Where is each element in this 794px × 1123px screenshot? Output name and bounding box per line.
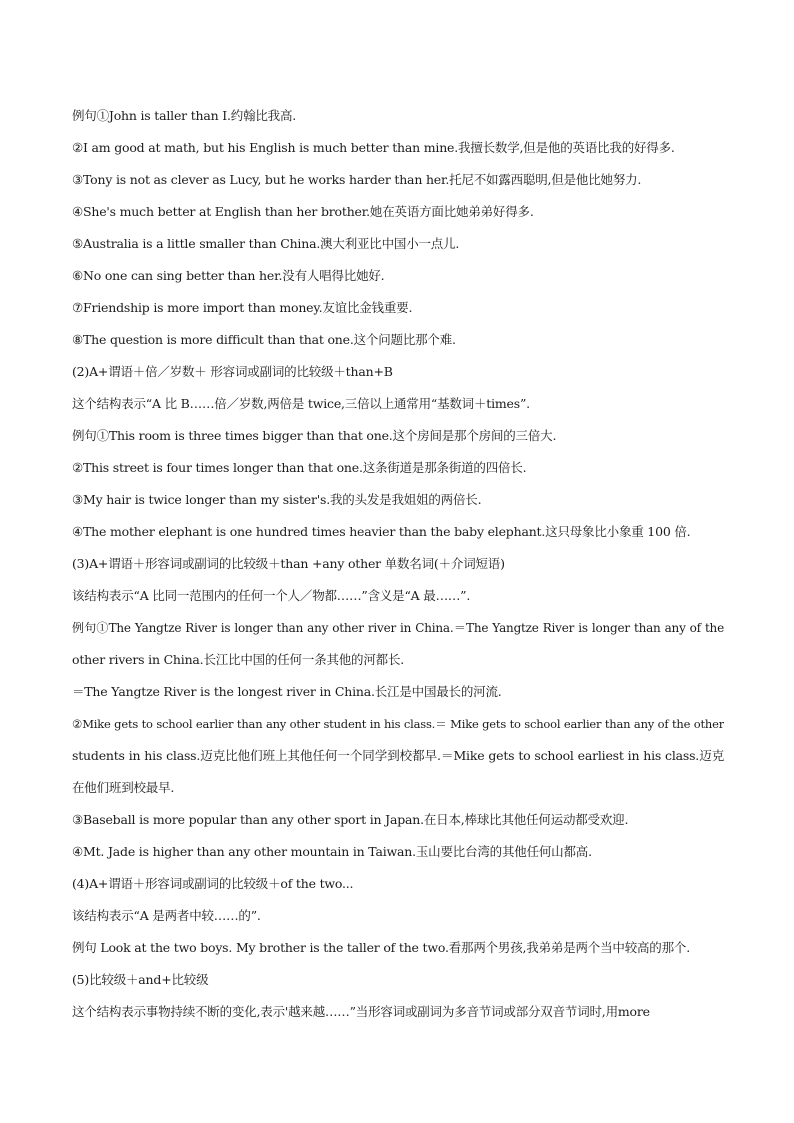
text-line: ③Baseball is more popular than any other sport in Japan.在日本,棒球比其他任何运动都受欢迎. — [72, 812, 629, 827]
document-body — [72, 100, 724, 1028]
text-line: ②This street is four times longer than that one.这条街道是那条街道的四倍长. — [72, 460, 527, 475]
text-line: ＝The Yangtze River is the longest river in China.长江是中国最长的河流. — [72, 684, 502, 699]
text-line: 例句①This room is three times bigger than that one.这个房间是那个房间的三倍大. — [72, 428, 557, 443]
text-line: 例句①The Yangtze River is longer than any other river in China.＝The Yangtze River is longer than any of the — [72, 621, 724, 635]
text-line: ③My hair is twice longer than my sister's.我的头发是我姐姐的两倍长. — [72, 492, 482, 507]
text-line: ④The mother elephant is one hundred times heavier than the baby elephant.这只母象比小象重 100 倍. — [72, 524, 691, 539]
text-line: ②I am good at math, but his English is much better than mine.我擅长数学,但是他的英语比我的好得多. — [72, 140, 675, 155]
text-line: 该结构表示“A 是两者中较……的”. — [72, 908, 261, 923]
section-heading: (4)A+谓语＋形容词或副词的比较级＋of the two... — [72, 876, 354, 891]
section-heading: (3)A+谓语＋形容词或副词的比较级＋than +any other 单数名词(＋介词短语) — [72, 556, 505, 571]
text-line: ④Mt. Jade is higher than any other mountain in Taiwan.玉山要比台湾的其他任何山都高. — [72, 844, 592, 859]
text-line: ⑧The question is more difficult than that one.这个问题比那个难. — [72, 332, 456, 347]
text-line: 例句①John is taller than I.约翰比我高. — [72, 108, 297, 123]
text-line: ②Mike gets to school earlier than any other student in his class.＝ Mike gets to school earlier than any of the other — [72, 717, 724, 731]
text-line: 该结构表示“A 比同一范围内的任何一个人／物都……”含义是“A 最……”. — [72, 588, 471, 603]
text-line: ⑦Friendship is more import than money.友谊比金钱重要. — [72, 300, 413, 315]
text-line: ④She's much better at English than her brother.她在英语方面比她弟弟好得多. — [72, 204, 534, 219]
text-line: 这个结构表示事物持续不断的变化,表示'越来越……”当形容词或副词为多音节词或部分双音节词时,用more — [72, 1004, 650, 1019]
text-line: 在他们班到校最早. — [72, 780, 175, 795]
text-line: 这个结构表示“A 比 B……倍／岁数,两倍是 twice,三倍以上通常用“基数词＋times”. — [72, 396, 530, 411]
section-heading: (5)比较级＋and+比较级 — [72, 972, 209, 987]
text-line: ⑥No one can sing better than her.没有人唱得比她好. — [72, 268, 385, 283]
text-line: 例句 Look at the two boys. My brother is the taller of the two.看那两个男孩,我弟弟是两个当中较高的那个. — [72, 940, 690, 955]
section-heading: (2)A+谓语＋倍／岁数＋ 形容词或副词的比较级＋than+B — [72, 364, 393, 379]
text-line: other rivers in China.长江比中国的任何一条其他的河都长. — [72, 652, 405, 667]
text-line: students in his class.迈克比他们班上其他任何一个同学到校都早.＝Mike gets to school earliest in his class.迈克 — [72, 748, 724, 763]
text-line: ⑤Australia is a little smaller than China.澳大利亚比中国小一点儿. — [72, 236, 460, 251]
text-line: ③Tony is not as clever as Lucy, but he works harder than her.托尼不如露西聪明,但是他比她努力. — [72, 172, 642, 187]
